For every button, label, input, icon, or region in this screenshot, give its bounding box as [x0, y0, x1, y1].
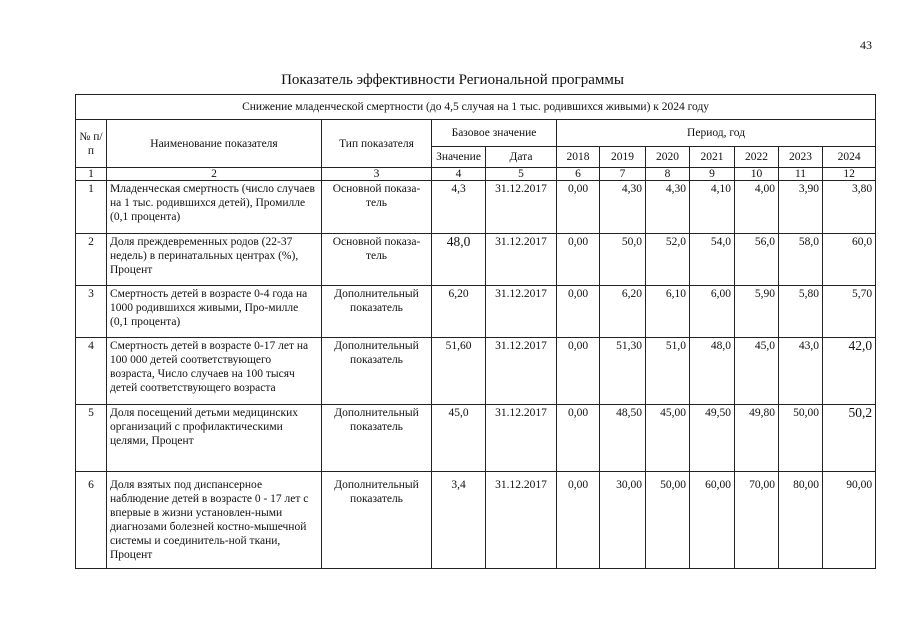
header-period: Период, год — [557, 120, 876, 147]
row-base-date: 31.12.2017 — [486, 472, 557, 569]
row-year-value: 4,30 — [600, 181, 646, 234]
row-year-value: 49,50 — [690, 405, 735, 472]
row-num: 6 — [76, 472, 107, 569]
row-year-value: 60,00 — [690, 472, 735, 569]
table-caption-row — [76, 95, 876, 120]
row-year-value: 4,10 — [690, 181, 735, 234]
header-value: Значение — [432, 147, 486, 168]
row-year-value: 6,10 — [646, 286, 690, 338]
row-year-value: 45,00 — [646, 405, 690, 472]
row-year-value: 49,80 — [735, 405, 779, 472]
header-date: Дата — [486, 147, 557, 168]
row-year-value: 51,30 — [600, 338, 646, 405]
row-year-value: 6,20 — [600, 286, 646, 338]
row-year-value: 70,00 — [735, 472, 779, 569]
header-type: Тип показателя — [322, 120, 432, 168]
row-year-value: 30,00 — [600, 472, 646, 569]
row-type: Основной показа-тель — [322, 234, 432, 286]
row-base-date: 31.12.2017 — [486, 405, 557, 472]
row-year-value: 3,90 — [779, 181, 823, 234]
row-year-value: 0,00 — [557, 338, 600, 405]
row-year-value: 45,0 — [735, 338, 779, 405]
row-year-value: 54,0 — [690, 234, 735, 286]
row-name: Доля преждевременных родов (22-37 недель) в перинатальных центрах (%), Процент — [107, 234, 322, 286]
row-type: Дополнительный показатель — [322, 405, 432, 472]
row-name: Доля взятых под диспансерное наблюдение детей в возрасте 0 - 17 лет с впервые в жизни установлен-ными диагнозами болезней костно-мышечной системы и соединитель-ной ткани, Процент — [107, 472, 322, 569]
header-row-1 — [76, 120, 876, 147]
column-number: 12 — [823, 168, 876, 181]
header-year: 2023 — [779, 147, 823, 168]
row-year-value: 3,80 — [823, 181, 876, 234]
row-type: Дополнительный показатель — [322, 338, 432, 405]
row-year-value: 58,0 — [779, 234, 823, 286]
row-year-value: 50,00 — [779, 405, 823, 472]
indicators-table — [75, 94, 876, 569]
row-num: 2 — [76, 234, 107, 286]
row-base-value: 51,60 — [432, 338, 486, 405]
header-year: 2020 — [646, 147, 690, 168]
row-year-value: 0,00 — [557, 181, 600, 234]
row-year-value: 4,00 — [735, 181, 779, 234]
row-num: 4 — [76, 338, 107, 405]
row-year-value: 51,0 — [646, 338, 690, 405]
row-year-value: 48,0 — [690, 338, 735, 405]
row-year-value: 5,70 — [823, 286, 876, 338]
page-number: 43 — [860, 38, 872, 52]
row-year-value: 52,0 — [646, 234, 690, 286]
row-year-value: 56,0 — [735, 234, 779, 286]
row-year-value: 50,2 — [823, 405, 876, 472]
row-year-value: 4,30 — [646, 181, 690, 234]
table-row — [76, 286, 876, 338]
row-num: 1 — [76, 181, 107, 234]
header-name: Наименование показателя — [107, 120, 322, 168]
table-row — [76, 181, 876, 234]
row-year-value: 90,00 — [823, 472, 876, 569]
row-year-value: 6,00 — [690, 286, 735, 338]
header-year: 2019 — [600, 147, 646, 168]
document-title: Показатель эффективности Региональной программы — [281, 72, 624, 88]
row-base-value: 6,20 — [432, 286, 486, 338]
header-num: № п/п — [76, 120, 107, 168]
column-number: 4 — [432, 168, 486, 181]
row-name: Смертность детей в возрасте 0-17 лет на 100 000 детей соответствующего возраста, Число случаев на 100 тысяч детей соответствующего возраста — [107, 338, 322, 405]
row-year-value: 42,0 — [823, 338, 876, 405]
row-name: Младенческая смертность (число случаев на 1 тыс. родившихся детей), Промилле (0,1 процента) — [107, 181, 322, 234]
header-year: 2018 — [557, 147, 600, 168]
column-number: 10 — [735, 168, 779, 181]
row-base-value: 3,4 — [432, 472, 486, 569]
row-year-value: 60,0 — [823, 234, 876, 286]
row-year-value: 43,0 — [779, 338, 823, 405]
row-year-value: 48,50 — [600, 405, 646, 472]
row-year-value: 0,00 — [557, 234, 600, 286]
row-base-value: 48,0 — [432, 234, 486, 286]
column-number: 9 — [690, 168, 735, 181]
row-name: Доля посещений детьми медицинских организаций с профилактическими целями, Процент — [107, 405, 322, 472]
table-row — [76, 234, 876, 286]
column-numbers-row — [76, 168, 876, 181]
column-number: 6 — [557, 168, 600, 181]
row-base-date: 31.12.2017 — [486, 234, 557, 286]
row-year-value: 0,00 — [557, 472, 600, 569]
column-number: 3 — [322, 168, 432, 181]
column-number: 8 — [646, 168, 690, 181]
column-number: 11 — [779, 168, 823, 181]
row-name: Смертность детей в возрасте 0-4 года на 1000 родившихся живыми, Про-милле (0,1 процента) — [107, 286, 322, 338]
table-row — [76, 405, 876, 472]
row-num: 3 — [76, 286, 107, 338]
row-year-value: 0,00 — [557, 405, 600, 472]
row-num: 5 — [76, 405, 107, 472]
row-base-value: 4,3 — [432, 181, 486, 234]
row-type: Дополнительный показатель — [322, 472, 432, 569]
header-year: 2021 — [690, 147, 735, 168]
column-number: 5 — [486, 168, 557, 181]
header-year: 2022 — [735, 147, 779, 168]
header-base: Базовое значение — [432, 120, 557, 147]
row-year-value: 80,00 — [779, 472, 823, 569]
row-base-date: 31.12.2017 — [486, 181, 557, 234]
table-caption: Снижение младенческой смертности (до 4,5 случая на 1 тыс. родившихся живыми) к 2024 году — [76, 95, 876, 120]
header-year: 2024 — [823, 147, 876, 168]
row-year-value: 0,00 — [557, 286, 600, 338]
table-row — [76, 472, 876, 569]
row-type: Основной показа-тель — [322, 181, 432, 234]
row-base-date: 31.12.2017 — [486, 286, 557, 338]
column-number: 1 — [76, 168, 107, 181]
row-base-date: 31.12.2017 — [486, 338, 557, 405]
row-year-value: 50,00 — [646, 472, 690, 569]
column-number: 7 — [600, 168, 646, 181]
row-type: Дополнительный показатель — [322, 286, 432, 338]
column-number: 2 — [107, 168, 322, 181]
row-year-value: 5,90 — [735, 286, 779, 338]
table-row — [76, 338, 876, 405]
row-year-value: 5,80 — [779, 286, 823, 338]
row-year-value: 50,0 — [600, 234, 646, 286]
row-base-value: 45,0 — [432, 405, 486, 472]
